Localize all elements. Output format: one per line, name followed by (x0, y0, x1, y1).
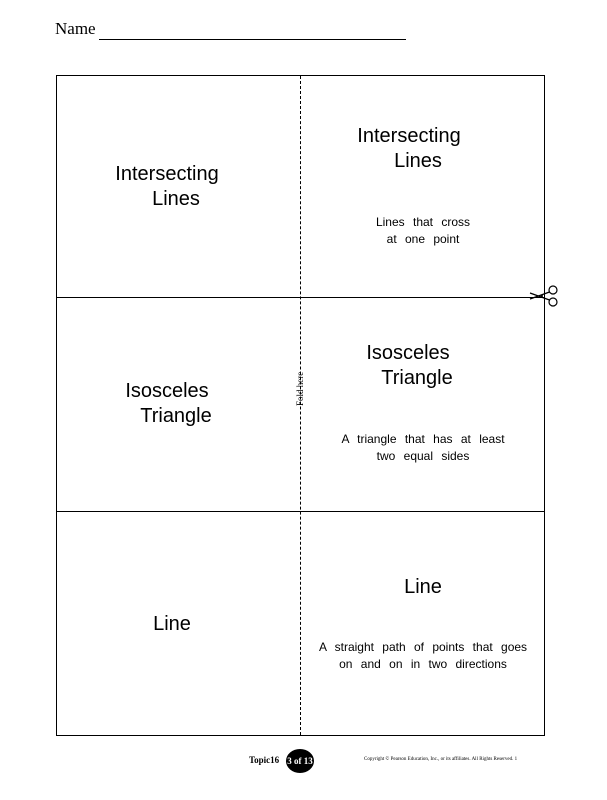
term-line: Lines (152, 188, 200, 210)
card-front-isosceles-triangle (57, 379, 277, 429)
fold-label: Fold here (295, 371, 305, 406)
card-front-line (57, 612, 287, 637)
definition-line: Lines that cross (375, 215, 471, 229)
name-label: Name (55, 19, 96, 38)
card-front-intersecting-lines (57, 162, 277, 212)
name-blank-line[interactable] (99, 22, 406, 40)
definition-line: A straight path of points that goes (318, 640, 528, 654)
card-back-intersecting-lines (301, 124, 545, 248)
name-row (55, 18, 406, 40)
definition-line: at one point (386, 232, 460, 246)
term-line: Isosceles (125, 380, 209, 402)
term-line: Intersecting (357, 125, 461, 147)
footer-topic: Topic16 (249, 755, 280, 765)
copyright-notice: Copyright © Pearson Education, Inc., or its affiliates. All Rights Reserved. 1 (364, 757, 518, 762)
vocabulary-card-sheet (56, 75, 545, 736)
definition-line: A triangle that has at least (341, 432, 505, 446)
term-line: Triangle (140, 405, 212, 427)
term-line: Lines (394, 150, 442, 172)
term-line: Triangle (381, 367, 453, 389)
term-line: Isosceles (366, 342, 450, 364)
card-back-line (301, 575, 545, 673)
term-line: Line (404, 576, 442, 598)
definition-line: on and on in two directions (339, 657, 507, 671)
page-badge: 3 of 13 (286, 749, 314, 773)
card-back-isosceles-triangle (301, 341, 545, 465)
term-line: Line (153, 613, 191, 635)
term-line: Intersecting (115, 163, 219, 185)
scissors-icon (528, 284, 560, 308)
definition-line: two equal sides (376, 449, 470, 463)
